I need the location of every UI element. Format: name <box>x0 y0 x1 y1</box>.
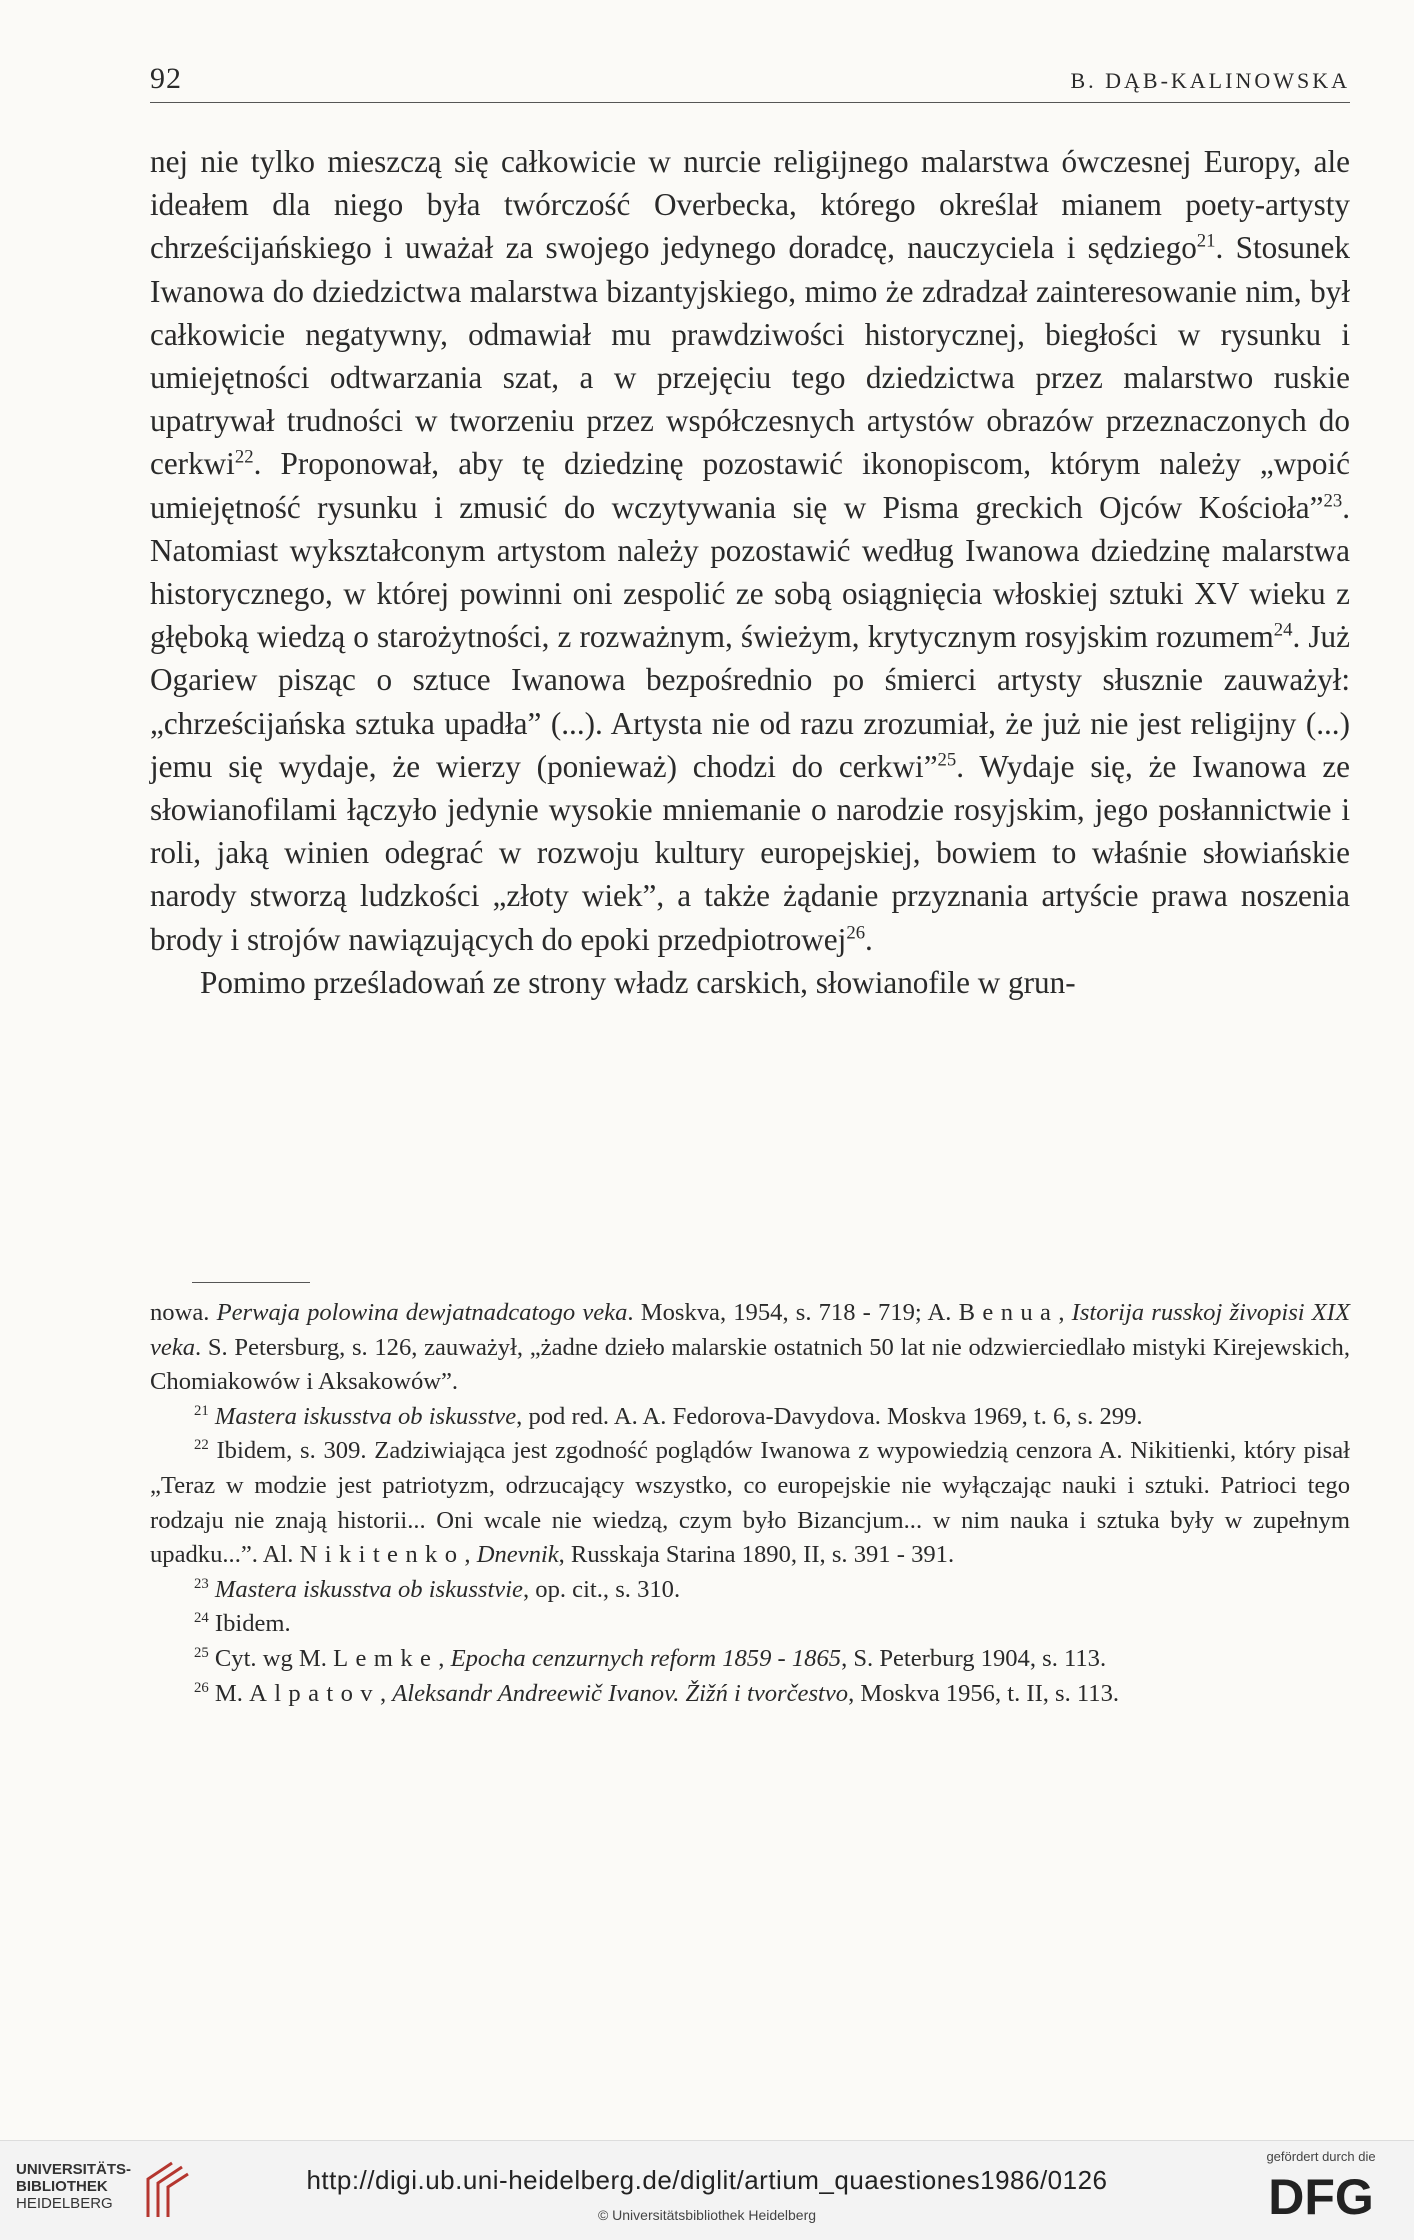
footnote-ref-24[interactable]: 24 <box>1273 619 1293 641</box>
footnote-ref-22[interactable]: 22 <box>234 447 254 469</box>
running-head: B. DĄB-KALINOWSKA <box>1070 68 1350 93</box>
footnote-26: $^{26}$ M. Alpatov, Aleksandr Andreewič Ivanov. Žižń i tvorčestvo, Moskva 1956, t. II, s. 113. <box>194 1679 1120 1707</box>
library-name[interactable]: UNIVERSITÄTS- BIBLIOTHEK HEIDELBERG <box>16 2161 132 2212</box>
page-header <box>150 58 1350 103</box>
permalink-url[interactable]: http://digi.ub.uni-heidelberg.de/diglit/artium_quaestiones1986/0126 <box>306 2165 1108 2195</box>
paragraph-1: nej nie tylko mieszczą się całkowicie w nurcie religijnego malarstwa ówczesnej Europy, ale ideałem dla niego była twórczość Overbecka, którego określał mianem poety-artysty chrześcijańskiego i uważał za swojego jedynego doradcę, nauczyciela i sędziego$^{21}$. Stosunek Iwanowa do dziedzictwa malarstwa bizantyjskiego, mimo że zdradzał zainteresowanie nim, był całkowicie negatywny, odmawiał mu prawdziwości historycznej, biegłości w rysunku i umiejętności odtwarzania szat, a w przejęciu tego dziedzictwa przez malarstwo ruskie upatrywał trudności w tworzeniu przez współczesnych artystów obrazów przeznaczonych do cerkwi$^{22}$. Proponował, aby tę dziedzinę pozostawić ikonopiscom, którym należy „wpoić umiejętność rysunku i zmusić do wczytywania się w Pisma greckich Ojców Kościoła”$^{23}$. Natomiast wykształconym artystom należy pozostawić według Iwanowa dziedzinę malarstwa historycznego, w której powinni oni zespolić ze sobą osiągnięcia włoskiej sztuki XV wieku z głęboką wiedzą o starożytności, z rozważnym, świeżym, krytycznym rosyjskim rozumem$^{24}$. Już Ogariew pisząc o sztuce Iwanowa bezpośrednio po śmierci artysty słusznie zauważył: „chrześcijańska sztuka upadła” (...). Artysta nie od razu zrozumiał, że już nie jest religijny (...) jemu się wydaje, że wierzy (ponieważ) chodzi do cerkwi”$^{25}$. Wydaje się, że Iwanowa ze słowianofilami łączyło jedynie wysokie mniemanie o narodzie rosyjskim, jego posłannictwie i roli, jaką winien odegrać w rozwoju kultury europejskiej, bowiem to właśnie słowiańskie narody stworzą ludzkości „złoty wiek”, a także żądanie przyznania artyście prawa noszenia brody i strojów nawiązujących do epoki przedpiotrowej$^{26}$. <box>150 144 1350 957</box>
footnote-ref-25[interactable]: 25 <box>937 749 957 771</box>
footnote-21: $^{21}$ Mastera iskusstva ob iskusstve, pod red. A. A. Fedorova-Davydova. Moskva 1969, t. 6, s. 299. <box>194 1402 1143 1430</box>
footnote-divider <box>192 1282 310 1283</box>
footnote-ref-21[interactable]: 21 <box>1196 231 1216 253</box>
footnote-24: $^{24}$ Ibidem. <box>194 1610 291 1638</box>
funding-label: gefördert durch die <box>1266 2149 1376 2164</box>
footer-bar <box>0 2140 1414 2240</box>
footnote-ref-26[interactable]: 26 <box>846 922 866 944</box>
footnote-23: $^{23}$ Mastera iskusstva ob iskusstvie, op. cit., s. 310. <box>194 1575 681 1603</box>
copyright-notice: © Universitätsbibliothek Heidelberg <box>597 2207 817 2223</box>
funding-notice <box>1246 2149 1396 2229</box>
footnote-continuation: nowa. Perwaja polowina dewjatnadcatogo veka. Moskva, 1954, s. 718 - 719; A. Benua, Istorija russkoj živopisi XIX veka. S. Petersburg, s. 126, zauważył, „żadne dzieło malarskie ostatnich 50 lat nie odzwierciedlało mistyki Kirejewskich, Chomiakowów i Aksakowów”. <box>150 1299 1351 1396</box>
footnote-25: $^{25}$ Cyt. wg M. Lemke, Epocha cenzurnych reform 1859 - 1865, S. Peterburg 1904, s. 113. <box>194 1644 1107 1672</box>
paragraph-2: Pomimo prześladowań ze strony władz carskich, słowianofile w grun- <box>200 964 1076 1000</box>
svg-text:DFG: DFG <box>1268 2169 1374 2224</box>
footnote-ref-23[interactable]: 23 <box>1323 490 1343 512</box>
footnotes <box>150 1296 1350 1711</box>
footnote-22: $^{22}$ Ibidem, s. 309. Zadziwiająca jest zgodność poglądów Iwanowa z wypowiedzią cenzora A. Nikitienki, który pisał „Teraz w modzie jest patriotyzm, odrzucający wszystko, co europejskie nie wyłączając nauki i sztuki. Patrioci tego rodzaju nie znają historii... Oni wcale nie wiedzą, czym było Bizancjum... w nim nauka i sztuka były w zupełnym upadku...”. Al. Nikitenko, Dnevnik, Russkaja Starina 1890, II, s. 391 - 391. <box>150 1437 1350 1569</box>
dfg-logo[interactable] <box>1256 2168 1386 2224</box>
page-number: 92 <box>150 62 182 95</box>
main-text <box>150 140 1350 1004</box>
